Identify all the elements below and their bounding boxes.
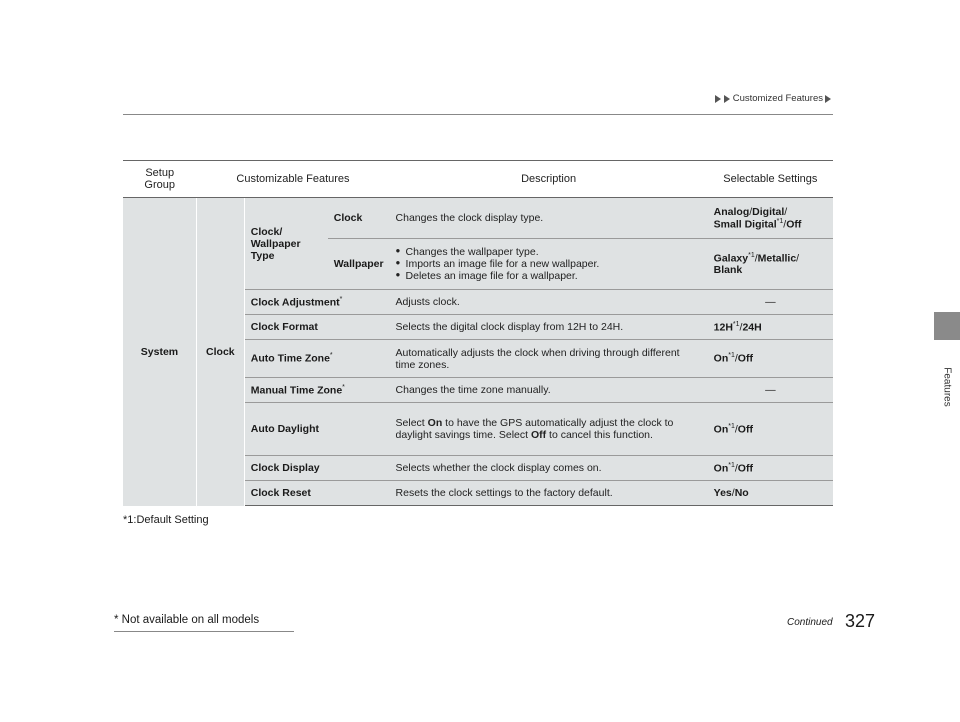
- clock-description: Changes the clock display type.: [390, 198, 708, 239]
- arrow-icon: [825, 95, 831, 103]
- clock-format-settings: $12H^{*1}/24H$: [708, 315, 833, 340]
- auto-time-zone-description: Automatically adjusts the clock when driving through different time zones.: [390, 340, 708, 378]
- breadcrumb-label: Customized Features: [732, 93, 823, 104]
- auto-daylight-description: Select On to have the GPS automatically adjust the clock to daylight savings time. Select Off to cancel this function.: [390, 403, 708, 456]
- clock-adjustment-description: Adjusts clock.: [390, 290, 708, 315]
- manual-time-zone-settings: —: [708, 378, 833, 403]
- header-setup-group: Setup Group: [123, 161, 196, 198]
- group-cell: System: [123, 198, 196, 506]
- section-tab-label: Features: [941, 367, 953, 407]
- clock-reset-settings: Yes/No: [708, 481, 833, 506]
- arrow-icon: [715, 95, 721, 103]
- header-features: Customizable Features: [196, 161, 389, 198]
- table-row-clock-reset: Clock Reset: [244, 481, 389, 506]
- footnote: * Not available on all models: [114, 614, 260, 626]
- clock-display-description: Selects whether the clock display comes on.: [390, 456, 708, 481]
- manual-time-zone-description: Changes the time zone manually.: [390, 378, 708, 403]
- clock-display-settings: On$^{*1}$/Off: [708, 456, 833, 481]
- breadcrumb: [715, 93, 832, 104]
- default-setting-note: *1:Default Setting: [123, 514, 209, 526]
- clock-settings: Analog/Digital/ Small Digital$^{*1}$/Off: [708, 198, 833, 239]
- wallpaper-settings: Galaxy$^{*1}$/Metallic/ Blank: [708, 239, 833, 290]
- page-number: 327: [845, 611, 876, 631]
- header-description: Description: [390, 161, 708, 198]
- continued-label: Continued: [787, 617, 833, 628]
- table-row-clock-display: Clock Display: [244, 456, 389, 481]
- clock-reset-description: Resets the clock settings to the factory default.: [390, 481, 708, 506]
- clock-wallpaper-type-cell: Clock/ Wallpaper Type: [244, 198, 327, 290]
- wallpaper-description: [390, 239, 708, 290]
- auto-daylight-settings: On$^{*1}$/Off: [708, 403, 833, 456]
- list-item: ● Imports an image file for a new wallpaper.: [406, 258, 702, 270]
- list-item: ● Deletes an image file for a wallpaper.: [406, 270, 702, 282]
- arrow-icon: [724, 95, 730, 103]
- table-row-clock-adjustment: Clock Adjustment*: [244, 290, 389, 315]
- table-row-auto-daylight: Auto Daylight: [244, 403, 389, 456]
- header-rule: [123, 114, 833, 115]
- clock-adjustment-settings: —: [708, 290, 833, 315]
- subgroup-cell: Clock: [196, 198, 244, 506]
- table-row-clock: Clock: [328, 198, 390, 239]
- table-row-wallpaper: Wallpaper: [328, 239, 390, 290]
- header-settings: Selectable Settings: [708, 161, 833, 198]
- list-item: ● Changes the wallpaper type.: [406, 246, 702, 258]
- clock-format-description: Selects the digital clock display from 12H to 24H.: [390, 315, 708, 340]
- footnote-rule: [114, 631, 294, 632]
- auto-time-zone-settings: On$^{*1}$/Off: [708, 340, 833, 378]
- table-row-clock-format: Clock Format: [244, 315, 389, 340]
- section-tab: [934, 312, 960, 340]
- table-row-manual-time-zone: Manual Time Zone*: [244, 378, 389, 403]
- table-row-auto-time-zone: Auto Time Zone*: [244, 340, 389, 378]
- settings-table: [123, 160, 833, 506]
